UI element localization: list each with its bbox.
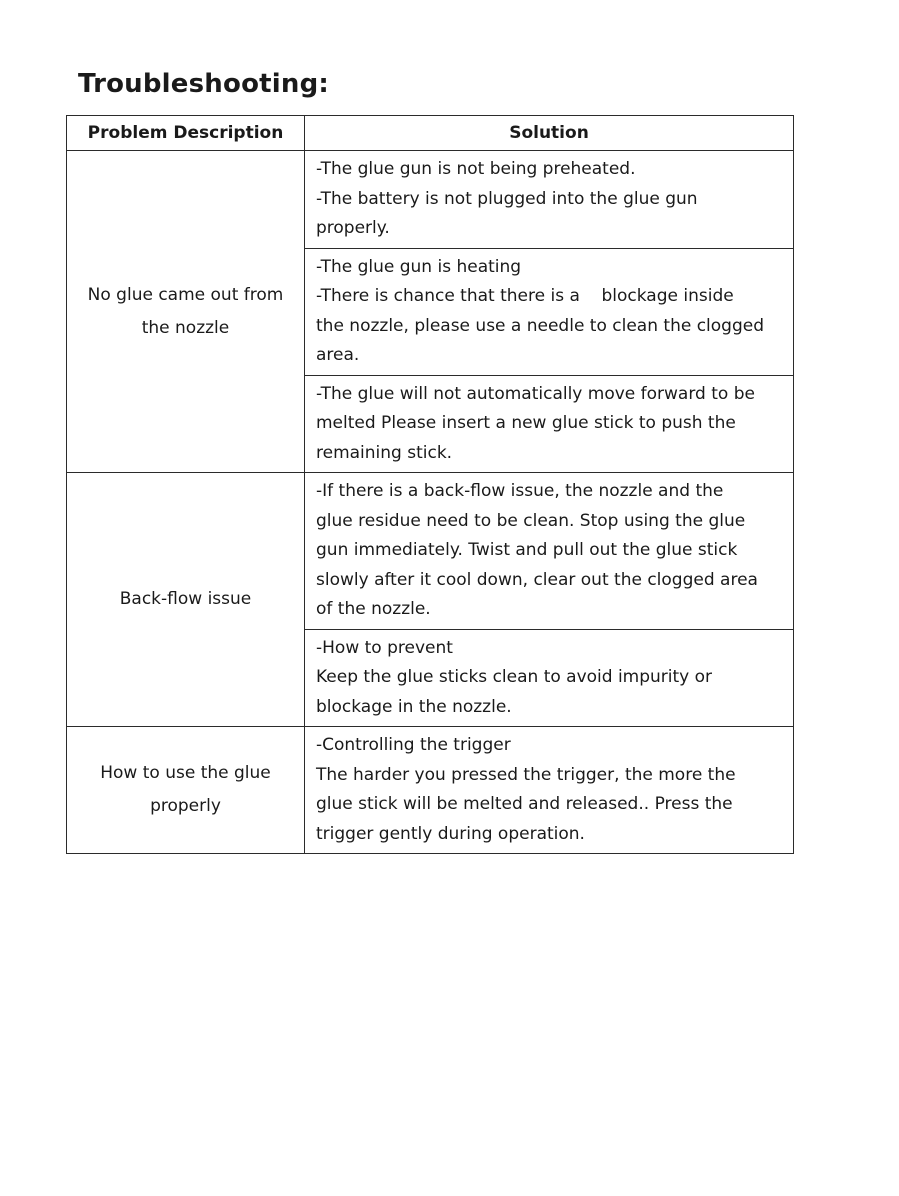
solution-text: -How to prevent <box>316 637 453 658</box>
solution-text: The harder you pressed the trigger, the more the <box>316 764 736 785</box>
problem-text: How to use the glue <box>100 763 271 783</box>
solution-text: melted Please insert a new glue stick to push the <box>316 413 736 433</box>
solution-text: glue residue need to be clean. Stop using the glue <box>316 510 746 531</box>
solution-cell <box>305 629 794 727</box>
solution-text: -If there is a back-flow issue, the nozzle and the <box>316 481 724 501</box>
table-row <box>67 473 794 630</box>
solution-cell <box>305 248 794 375</box>
solution-text: -The battery is not plugged into the glue gun <box>316 188 698 209</box>
problem-cell-how-to-use <box>67 727 305 854</box>
solution-text: Keep the glue sticks clean to avoid impurity or <box>316 667 713 687</box>
table-row <box>67 727 794 854</box>
solution-cell <box>305 375 794 473</box>
solution-text: slowly after it cool down, clear out the clogged area <box>316 569 758 590</box>
solution-text: remaining stick. <box>316 442 453 463</box>
problem-text: the nozzle <box>141 317 230 338</box>
solution-text: the nozzle, please use a needle to clean the clogged <box>316 315 765 336</box>
header-solution: Solution <box>305 116 794 151</box>
solution-text: -The glue gun is not being preheated. <box>316 159 636 179</box>
problem-text: No glue came out from <box>87 284 284 305</box>
solution-cell <box>305 473 794 630</box>
solution-text: -The glue will not automatically move forward to be <box>316 383 755 404</box>
problem-cell-no-glue <box>67 151 305 473</box>
solution-text: -The glue gun is heating <box>316 256 522 277</box>
header-problem-description: Problem Description <box>67 116 305 151</box>
table-header-row <box>67 116 794 151</box>
solution-cell <box>305 727 794 854</box>
solution-text: glue stick will be melted and released.. Press the <box>316 794 733 814</box>
solution-text: of the nozzle. <box>316 599 431 619</box>
page-title: Troubleshooting: <box>78 69 329 99</box>
problem-text: Back-flow issue <box>119 589 252 609</box>
solution-text: trigger gently during operation. <box>316 823 585 844</box>
problem-text: properly <box>150 796 221 816</box>
solution-text: properly. <box>316 218 390 238</box>
table-row <box>67 151 794 249</box>
solution-text: gun immediately. Twist and pull out the glue stick <box>316 540 738 560</box>
problem-cell-back-flow <box>67 473 305 727</box>
solution-text: blockage in the nozzle. <box>316 696 512 717</box>
solution-text: area. <box>316 345 360 365</box>
troubleshooting-table <box>66 115 794 854</box>
solution-text: -Controlling the trigger <box>316 735 511 755</box>
solution-text: -There is chance that there is a blockage inside <box>316 286 734 306</box>
solution-cell <box>305 151 794 249</box>
